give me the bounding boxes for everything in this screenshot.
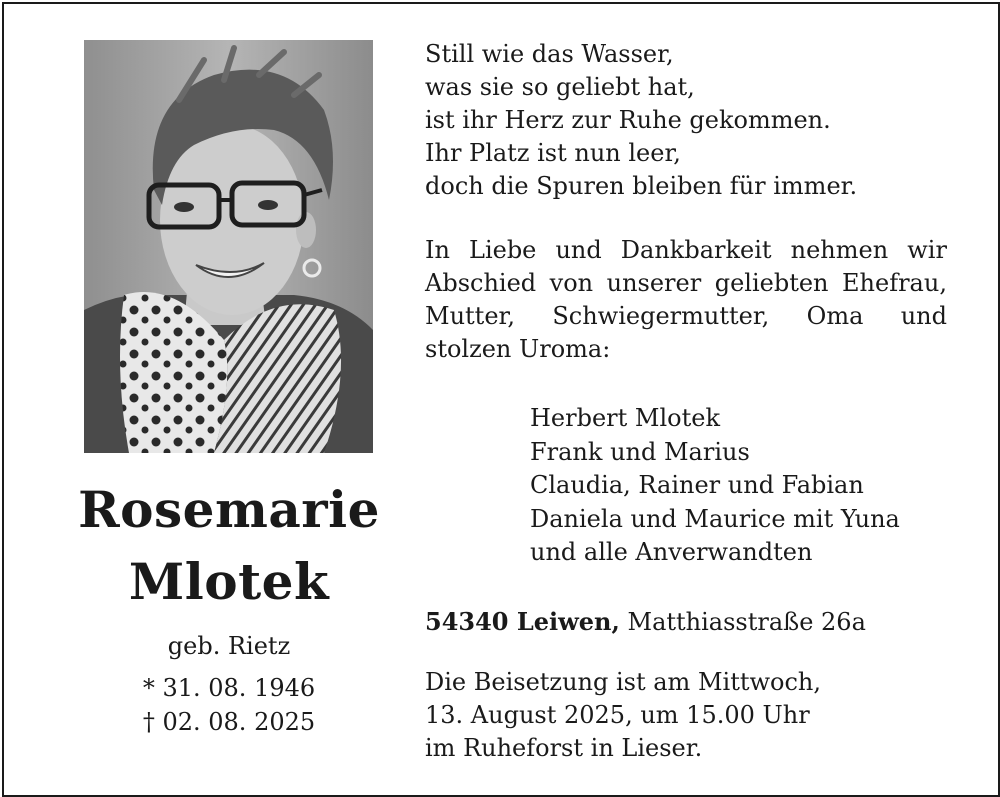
mourner: Herbert Mlotek — [530, 404, 721, 432]
announcement-line — [425, 300, 947, 333]
funeral-info — [425, 666, 965, 765]
death-date: † 02. 08. 2025 — [142, 708, 316, 736]
portrait-photo — [84, 40, 373, 453]
address-street: Matthiasstraße 26a — [627, 608, 866, 636]
first-name: Rosemarie — [78, 480, 380, 539]
announcement-line — [425, 333, 947, 366]
word: stolzen Uroma: — [425, 335, 611, 363]
mourners-list — [530, 402, 970, 570]
word: Ehefrau, — [842, 269, 947, 297]
poem-line: doch die Spuren bleiben für immer. — [425, 172, 858, 200]
funeral-line: 13. August 2025, um 15.00 Uhr — [425, 701, 810, 729]
poem-line: Ihr Platz ist nun leer, — [425, 139, 681, 167]
word: Abschied — [425, 269, 537, 297]
word: Dankbarkeit — [620, 236, 772, 264]
word: In — [425, 236, 450, 264]
word: Mutter, — [425, 302, 515, 330]
mourner: Frank und Marius — [530, 437, 750, 466]
poem-line: Still wie das Wasser, — [425, 40, 674, 68]
word: Schwiegermutter, — [552, 302, 770, 330]
poem — [425, 38, 965, 203]
address-city: 54340 Leiwen, — [425, 607, 620, 636]
mourner: Claudia, Rainer und Fabian — [530, 471, 864, 499]
word: und — [900, 302, 947, 330]
word: wir — [907, 236, 947, 264]
portrait-illustration — [84, 40, 373, 453]
address — [425, 605, 965, 639]
last-name: Mlotek — [128, 552, 330, 611]
mourner: Daniela und Maurice mit Yuna — [530, 504, 900, 533]
word: unserer — [606, 269, 702, 297]
mourner: und alle Anverwandten — [530, 538, 813, 566]
poem-line: ist ihr Herz zur Ruhe gekommen. — [425, 106, 831, 134]
word: und — [555, 236, 602, 264]
poem-line: was sie so geliebt hat, — [425, 73, 695, 101]
funeral-line: Die Beisetzung ist am Mittwoch, — [425, 668, 821, 696]
word: Oma — [806, 302, 864, 330]
funeral-line: im Ruheforst in Lieser. — [425, 734, 703, 762]
word: von — [549, 269, 594, 297]
announcement — [425, 234, 947, 366]
birth-name: geb. Rietz — [167, 632, 291, 660]
word: geliebten — [714, 269, 829, 297]
obituary-card — [2, 2, 1000, 797]
announcement-line — [425, 267, 947, 300]
word: Liebe — [469, 236, 537, 264]
birth-date: * 31. 08. 1946 — [142, 674, 316, 702]
word: nehmen — [790, 236, 889, 264]
announcement-line — [425, 234, 947, 267]
